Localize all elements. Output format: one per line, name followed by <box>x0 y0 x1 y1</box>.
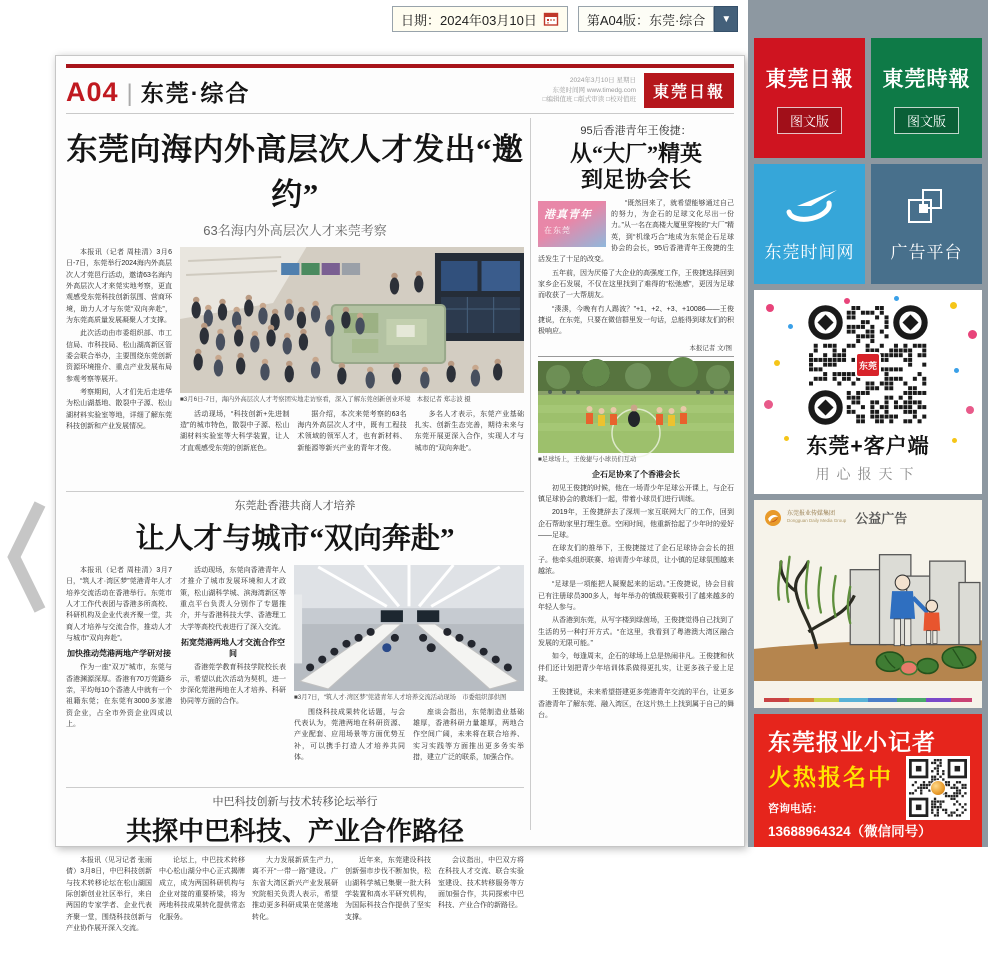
ad-platform-label: 广告平台 <box>890 242 963 262</box>
body-paragraph: 会议指出，中巴双方将在科技人才交流、联合实验室建设、技术转移服务等方面加强合作，共同探索中巴科技、产业合作的新路径。 <box>438 857 524 910</box>
newspaper-logo: 東莞日報 <box>644 73 734 108</box>
body-paragraph: 香港莞学教育科技学院校长表示，希望以此次活动为契机，进一步深化莞港两地在人才培养、科研协同等方面的合作。 <box>180 664 286 706</box>
lead-column-3 <box>297 409 406 483</box>
app-client-slogan: 用心报天下 <box>815 466 921 482</box>
side-photo <box>538 361 734 453</box>
bottom-headline[interactable]: 共探中巴科技、产业合作路径 <box>125 817 464 846</box>
promo-phone-label: 咨询电话： <box>768 803 823 815</box>
edition-dropdown-button[interactable] <box>714 6 738 32</box>
psa-card[interactable] <box>754 500 982 708</box>
edition-label: 第A04版：东莞·综合 <box>586 12 706 28</box>
sidebar-tile-dongguan-daily[interactable] <box>754 38 865 158</box>
bottom-column-4 <box>345 855 431 963</box>
lead-photo <box>180 247 524 393</box>
media-group-name <box>787 511 846 524</box>
body-paragraph: 活动现场，“科技创新+先进制造”的城市特色，散裂中子源、松山湖材料实验室等大科学装置，让人才直观感受东莞的创新底色。 <box>180 410 290 452</box>
psa-illustration <box>754 529 982 681</box>
media-group-name-cn: 东莞报业传媒集团 <box>787 511 836 518</box>
bottom-column-1 <box>66 855 152 963</box>
promo-qr-code <box>906 756 970 820</box>
chevron-down-icon: ▼ <box>721 13 732 25</box>
date-picker[interactable] <box>392 6 568 32</box>
sidebar <box>748 0 988 847</box>
masthead-divider: | <box>126 80 133 107</box>
sidebar-tile-ad-platform[interactable] <box>871 164 982 284</box>
body-paragraph: 2019年，王俊捷辞去了深圳一家互联网大厂的工作，回到企石帮助家里打理生意。空闲时间，他重新拾起了少年时的爱好——足球。 <box>538 509 734 540</box>
body-paragraph: 多名人才表示，东莞产业基础扎实、创新生态完善，期待未来与东莞开展更深入合作，实现人才与城市的“双向奔赴”。 <box>414 410 524 452</box>
lead-headline[interactable]: 东莞向海内外高层次人才发出“邀约” <box>66 132 524 212</box>
masthead-staff: □编辑值班 □版式审读 □校对值班 <box>542 96 636 104</box>
confetti-dot <box>766 304 774 312</box>
bottom-column-3 <box>252 855 338 963</box>
bottom-column-2 <box>159 855 245 963</box>
confetti-dot <box>774 360 780 366</box>
promo-title: 东莞报业小记者 <box>768 729 936 755</box>
psa-label: 公益广告 <box>855 511 908 526</box>
youth-column-badge <box>538 201 606 247</box>
body-paragraph: “足球是一项能把人凝聚起来的运动。”王俊捷说，协会目前已有注册球员300多人，每年举办的镇级联赛吸引了越来越多的年轻人参与。 <box>538 581 734 611</box>
confetti-dot <box>950 302 957 309</box>
middle-column-2-top <box>180 565 286 633</box>
lead-subhead: 63名海内外高层次人才来莞考察 <box>203 223 387 238</box>
side-photo-caption: ■足球场上，王俊捷与小球员们互动 <box>538 455 637 463</box>
bottom-kicker: 中巴科技创新与技术转移论坛举行 <box>212 796 378 808</box>
middle-subhead-1: 加快推动莞港两地产学研对接 <box>67 649 171 659</box>
masthead-meta <box>543 76 636 105</box>
side-headline-line1: 从“大厂”精英 <box>569 141 702 166</box>
edition-select[interactable] <box>578 6 714 32</box>
confetti-dot <box>844 298 850 304</box>
sidebar-tile-dongguan-times[interactable] <box>871 38 982 158</box>
middle-kicker: 东莞赴香港共商人才培养 <box>234 500 356 512</box>
middle-photo-caption: ■3月7日，“筑人才·湾区梦”莞港青年人才培养交流活动现场 市委组织部供图 <box>294 694 507 701</box>
time-net-label: 东莞时间网 <box>764 242 855 262</box>
body-paragraph: 在球友们的推举下，王俊捷接过了企石足球协会会长的担子。他牵头组织联赛、培训青少年球员，让小镇的足球氛围越来越浓。 <box>538 545 734 576</box>
body-paragraph: 如今，每逢周末，企石的球场上总是热闹非凡。王俊捷和伙伴们还计划把青少年培训体系做得更扎实，让更多孩子爱上足球。 <box>538 653 734 683</box>
body-paragraph: 围绕科技成果转化话题，与会代表认为，莞港两地在科研资源、产业配套、应用场景等方面优势互补，可以携手打造人才培养共同体。 <box>294 708 405 762</box>
article-divider <box>66 491 524 492</box>
toolbar <box>392 6 738 32</box>
rainbow-stripe <box>764 698 972 702</box>
section-title: 东莞·综合 <box>140 80 251 106</box>
confetti-dot <box>968 330 977 339</box>
lead-photo-caption: ■3月6日-7日，海内外高层次人才考察团实地走访察看，深入了解东莞创新创业环境 本报记者 郑志波 摄 <box>180 396 471 403</box>
body-paragraph: 大力发展新质生产力，离不开“一带一路”建设。广东省大湾区新兴产业发展研究院相关负责人表示，希望推动更多科研成果在莞落地转化。 <box>252 857 338 921</box>
masthead-date: 2024年3月10日 星期日 <box>569 76 636 84</box>
confetti-dot <box>764 400 773 409</box>
side-headline[interactable] <box>538 141 734 194</box>
body-paragraph: “湊湊，今晚有冇人踢波？”+1、+2、+3、+10086——王俊捷说，在东莞，只要在微信群里发一句话，总能得到球友们的积极响应。 <box>538 305 734 336</box>
side-body-top <box>538 198 734 338</box>
body-paragraph: 据介绍，本次来莞考察的63名海内外高层次人才中，既有工程技术领域的领军人才，也有新材料、新能源等新兴产业的青年才俊。 <box>297 410 407 452</box>
body-paragraph: 王俊捷说，未来希望搭建更多莞港青年交流的平台，让更多香港青年了解东莞、融入湾区，在这片热土上找到属于自己的舞台。 <box>538 689 734 719</box>
middle-column-2-bottom <box>180 662 286 707</box>
body-paragraph: 从香港到东莞，从写字楼到绿茵场，王俊捷觉得自己找到了生活的另一种打开方式。“在这里，我看到了粤港澳大湾区融合发展的无限可能。” <box>538 617 734 647</box>
date-label: 日期：2024年03月10日 <box>401 12 537 28</box>
lead-column-4 <box>415 409 524 483</box>
lead-column-1 <box>66 247 172 485</box>
body-paragraph: 初见王俊捷的时候，他在一场青少年足球公开课上，与企石镇足球协会的教练们一起，带着小球员们进行训练。 <box>538 484 734 504</box>
article-middle <box>66 497 524 781</box>
body-paragraph: 近年来，东莞建设科技创新强市步伐不断加快，松山湖科学城已集聚一批大科学装置和高水平研究机构，为国际科技合作提供了坚实支撑。 <box>345 857 431 921</box>
lead-column-2 <box>180 409 289 483</box>
promo-qr-logo <box>930 780 946 796</box>
middle-column-4 <box>413 707 524 773</box>
app-client-card[interactable] <box>754 290 982 494</box>
promo-phone-number: 13688964324（微信同号） <box>768 824 932 839</box>
body-paragraph: 本报讯（见习记者 张雨倩）3月8日，中巴科技创新与技术转移论坛在松山湖国际创新创业社区举行，来自两国的专家学者、企业代表齐聚一堂，围绕科技创新与产业协作展开深入交流。 <box>66 857 152 932</box>
confetti-dot <box>894 296 899 301</box>
middle-column-3 <box>294 707 405 773</box>
body-paragraph: 此次活动由市委组织部、市工信局、市科技局、松山湖高新区管委会联合举办，主要围绕东莞创新资源环境推介、重点产业发展布局参观考察等展开。 <box>66 330 172 383</box>
bottom-column-5 <box>438 855 524 963</box>
article-side <box>530 118 734 830</box>
body-paragraph: 五年前，因为厌倦了大企业的高强度工作，王俊捷选择回到家乡企石发展，不仅在这里找到了难得的“松弛感”，更因为足球而收获了一大帮朋友。 <box>538 269 734 300</box>
side-subhead: 企石足协来了个香港会长 <box>592 469 680 479</box>
article-lead <box>66 124 524 485</box>
confetti-dot <box>788 324 793 329</box>
badge-subtitle: 在东莞 <box>544 225 571 235</box>
app-client-title: 东莞+客户端 <box>806 435 930 458</box>
junior-reporter-promo[interactable] <box>754 714 982 847</box>
confetti-dot <box>952 438 957 443</box>
body-paragraph: 活动现场，东莞向香港青年人才推介了城市发展环境和人才政策，松山湖科学城、滨海湾新区等重点平台负责人分别作了专题推介，并与香港科技大学、香港理工大学等高校代表进行了深入交流。 <box>180 567 286 631</box>
side-headline-line2: 到足协会长 <box>580 167 691 193</box>
dongguan-daily-logo: 東莞日報 <box>765 66 854 91</box>
times-graphic-edition-button[interactable]: 图文版 <box>894 107 959 134</box>
middle-subhead-2: 拓宽莞港两地人才交流合作空间 <box>181 637 285 659</box>
confetti-dot <box>784 436 789 441</box>
body-paragraph: 作为一座“双万”城市，东莞与香港渊源深厚。香港有70万莞籍乡亲，平均每10个香港人中就有一个祖籍东莞；在东莞有3000多家港资企业，占全市外资企业四成以上。 <box>66 664 172 729</box>
badge-title: 港真青年 <box>544 208 592 221</box>
confetti-dot <box>966 406 974 414</box>
newspaper-page <box>55 55 745 932</box>
body-paragraph: “既然回来了，就希望能够通过自己的努力，为企石的足球文化尽出一份力。”从一名在高楼大厦里穿梭的“大厂”精英，到“机缘巧合”地成为东莞企石足球协会的会长，95后香港青年王俊捷的生活发生了十足的改变。 <box>538 199 734 264</box>
masthead-site: 东莞时间网 www.timedg.com <box>552 86 636 94</box>
qr-center-logo: 东莞 <box>855 352 881 378</box>
middle-column-1-bottom <box>66 662 172 730</box>
masthead <box>66 64 734 108</box>
ad-platform-icon <box>905 186 949 226</box>
body-paragraph: 考察期间，人才们先后走进华为松山湖基地、散裂中子源、松山湖材料实验室等地，详细了解东莞科技创新和产业发展情况。 <box>66 388 172 430</box>
media-group-logo-icon <box>764 509 782 527</box>
body-paragraph: 本报讯（记者 周桂清）3月7日，“筑人才·湾区梦”莞港青年人才培养交流活动在香港举行。东莞市人才工作代表团与香港多所高校、科研机构及企业代表齐聚一堂，共商人才培养与交流合作，推动人才与城市“双向奔赴”。 <box>66 567 172 642</box>
sidebar-tile-time-net[interactable] <box>754 164 865 284</box>
article-bottom <box>66 793 524 963</box>
body-paragraph: 本报讯（记者 周桂清）3月6日-7日，东莞举行2024海内外高层次人才莞邑行活动，邀请63名海内外高层次人才来莞实地考察，更直观感受东莞科技创新氛围、营商环境，助力人才与东莞“双向奔赴”，为东莞高质量发展凝聚人才支撑。 <box>66 249 172 324</box>
side-byline: 本报记者 文/图 <box>538 340 734 357</box>
side-kicker: 95后香港青年王俊捷： <box>580 125 692 137</box>
side-body-bottom <box>538 483 734 722</box>
middle-column-1-top <box>66 565 172 644</box>
swoosh-logo-icon <box>781 186 839 226</box>
confetti-dot <box>954 368 959 373</box>
middle-photo <box>294 565 524 691</box>
body-paragraph: 论坛上，中巴技术转移中心松山湖分中心正式揭牌成立，成为两国科研机构与企业对接的重要桥梁，将为两地科技成果转化提供常态化服务。 <box>159 857 245 921</box>
article-divider-2 <box>66 787 524 788</box>
dongguan-times-logo: 東莞時報 <box>882 66 971 91</box>
calendar-icon[interactable] <box>543 11 559 27</box>
masthead-rule <box>66 113 734 114</box>
promo-subtitle: 火热报名中 <box>768 764 893 790</box>
body-paragraph: 座谈会指出，东莞制造业基础雄厚，香港科研力量雄厚，两地合作空间广阔，未来将在联合培养、实习实践等方面推出更多务实举措，建立广泛的联系，加强合作。 <box>413 708 524 762</box>
daily-graphic-edition-button[interactable]: 图文版 <box>777 107 842 134</box>
page-number: A04 <box>66 77 119 107</box>
chevron-left-icon <box>4 498 48 616</box>
middle-headline[interactable]: 让人才与城市“双向奔赴” <box>135 523 455 555</box>
previous-page-button[interactable] <box>4 498 48 616</box>
media-group-name-en: Dongguan Daily Media Group <box>787 518 847 524</box>
